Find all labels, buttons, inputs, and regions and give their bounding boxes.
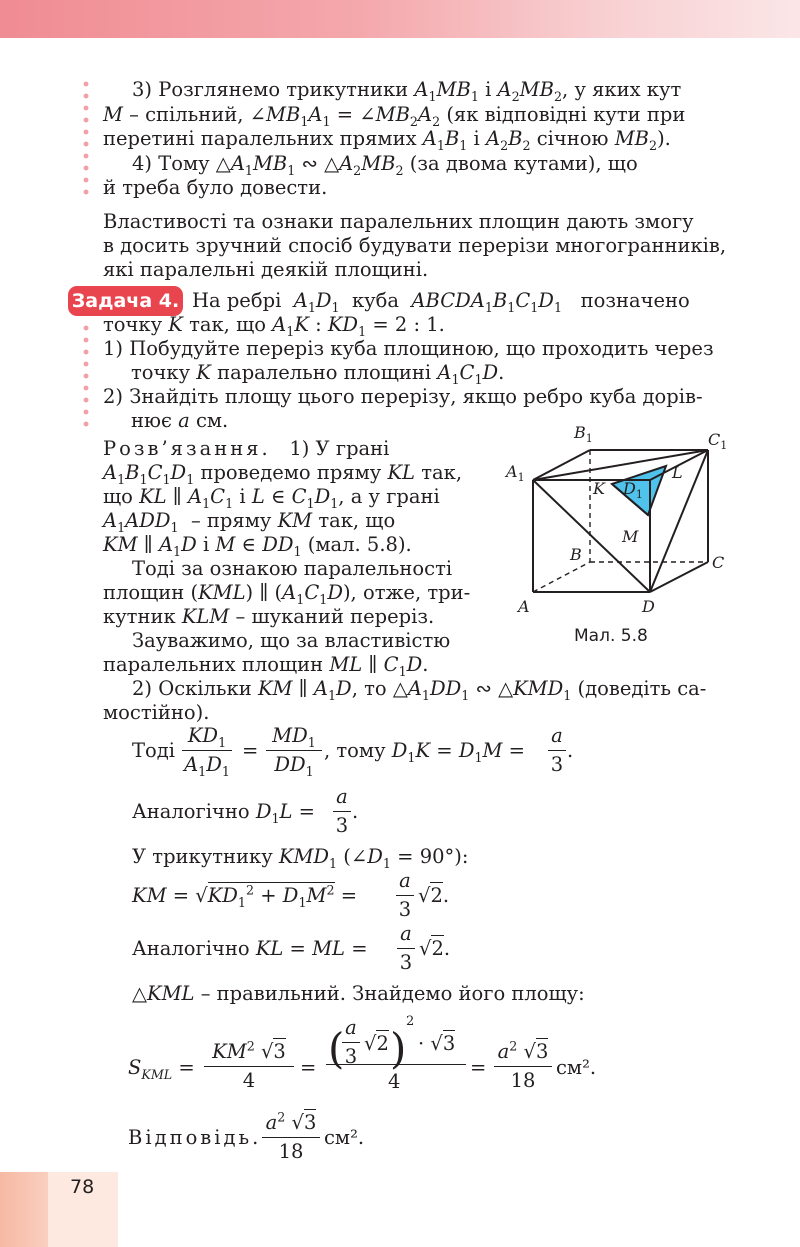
solution-line: кутник KLM – шуканий переріз.: [103, 605, 435, 628]
solution-line: Розв’язання. 1) У грані: [103, 437, 390, 460]
text-line: 4) Тому $\triangle A_1MB_1$ ∾ $\triangle A_2MB_2$ (за двома кутами), що: [132, 152, 638, 178]
paragraph-line: в досить зручний спосіб будувати перерізи многогранників,: [103, 234, 727, 257]
solution-line: мостійно).: [103, 701, 210, 724]
label-D1: $D_1$: [623, 479, 643, 501]
solution-line: що KL ∥ $A_1C_1$ і L ∈ $C_1D_1$, а у грані: [103, 485, 440, 511]
formula-line: Аналогічно $D_1L$ =: [132, 800, 316, 826]
fraction: $a^2$ √3 18: [494, 1040, 552, 1093]
fraction: $a^2$ √3 18: [262, 1111, 320, 1164]
formula-line: =: [242, 739, 259, 762]
formula-line: .: [567, 739, 574, 762]
formula-line: см².: [556, 1056, 597, 1079]
fraction: a 3: [548, 724, 566, 777]
label-B: B: [570, 545, 582, 564]
margin-dots: [82, 78, 90, 196]
page-number: 78: [70, 1176, 95, 1198]
task-badge: Задача 4.: [68, 286, 183, 316]
formula-line: KM = $√KD_1^2 + D_1M^2$ =: [132, 882, 358, 910]
label-B1: $B_1$: [574, 423, 593, 445]
formula-line: .: [352, 800, 359, 823]
solution-line: Зауважимо, що за властивістю: [132, 629, 451, 652]
formula-line: √2.: [418, 884, 450, 907]
formula-line: √2.: [419, 937, 451, 960]
solution-line: KM ∥ $A_1D$ і M ∈ $DD_1$ (мал. 5.8).: [103, 533, 412, 559]
question-line: нює a см.: [131, 409, 229, 432]
solution-line: $A_1ADD_1$ – пряму KM так, що: [103, 509, 396, 535]
solution-line: Тоді за ознакою паралельності: [132, 557, 453, 580]
fraction: $KM^2$ √3 4: [204, 1040, 294, 1093]
fraction: a 3: [397, 922, 415, 975]
margin-dots: [82, 322, 90, 430]
fraction: a 3: [396, 869, 414, 922]
top-decorative-band: [0, 0, 800, 38]
text-line: перетині паралельних прямих $A_1B_1$ і $A_2B_2$ січною $MB_2$).: [103, 127, 671, 153]
formula-line: Тоді: [132, 739, 175, 762]
text-line: M – спільний, $\angle MB_1A_1$ = $\angle MB_2A_2$ (як відповідні кути при: [103, 103, 686, 129]
formula-line: $S_{KML}$ =: [128, 1056, 195, 1082]
figure-caption: Мал. 5.8: [574, 626, 648, 646]
fraction: $MD_1$ $DD_1$: [266, 724, 322, 777]
solution-line: 2) Оскільки KM ∥ $A_1D$, то $\triangle A_1DD_1$ ∾ $\triangle KMD_1$ (доведіть са-: [132, 677, 707, 703]
fraction: $KD_1$ $A_1D_1$: [182, 724, 232, 777]
task-line: На ребрі $A_1D_1$ куба $ABCDA_1B_1C_1D_1$ позначено: [192, 289, 690, 315]
question-line: точку K паралельно площині $A_1C_1D$.: [131, 361, 505, 387]
paragraph-line: Властивості та ознаки паралельних площин дають змогу: [103, 210, 694, 233]
question-line: 2) Знайдіть площу цього перерізу, якщо ребро куба дорів-: [103, 385, 703, 408]
formula-line: Аналогічно KL = ML =: [132, 937, 368, 960]
formula-line: =: [300, 1056, 317, 1079]
cube-figure: [500, 418, 740, 628]
label-A: A: [518, 597, 530, 616]
task-line: точку K так, що $A_1K$ : $KD_1 = 2$ : 1.: [103, 313, 445, 339]
formula-line: У трикутнику $KMD_1$ $(\angle D_1 = 90^\circ)$:: [132, 845, 469, 871]
bottom-corner-tab: [0, 1172, 118, 1247]
label-C1: $C_1$: [708, 430, 728, 452]
solution-line: площин (KML) ∥ $(A_1C_1D)$, отже, три-: [103, 581, 471, 607]
text-line: й треба було довести.: [103, 176, 328, 199]
label-L: L: [672, 463, 683, 482]
solution-line: $A_1B_1C_1D_1$ проведемо пряму KL так,: [103, 461, 463, 487]
label-K: K: [593, 479, 605, 498]
label-M: M: [622, 527, 639, 546]
question-line: 1) Побудуйте переріз куба площиною, що проходить через: [103, 337, 714, 360]
formula-line: , тому $D_1K = D_1M$ =: [324, 739, 526, 765]
solution-line: паралельних площин ML ∥ $C_1D$.: [103, 653, 429, 679]
text-line: 3) Розглянемо трикутники $A_1MB_1$ і $A_2MB_2$, у яких кут: [132, 78, 682, 104]
answer-line: см².: [324, 1126, 365, 1149]
label-C: C: [712, 553, 725, 572]
fraction: a 3: [333, 785, 351, 838]
paragraph-line: які паралельні деякій площині.: [103, 258, 429, 281]
label-A1: $A_1$: [506, 462, 525, 484]
formula-line: △KML – правильний. Знайдемо його площу:: [132, 982, 585, 1005]
label-D: D: [642, 597, 655, 616]
formula-line: =: [470, 1056, 487, 1079]
answer-line: Відповідь.: [128, 1126, 262, 1149]
